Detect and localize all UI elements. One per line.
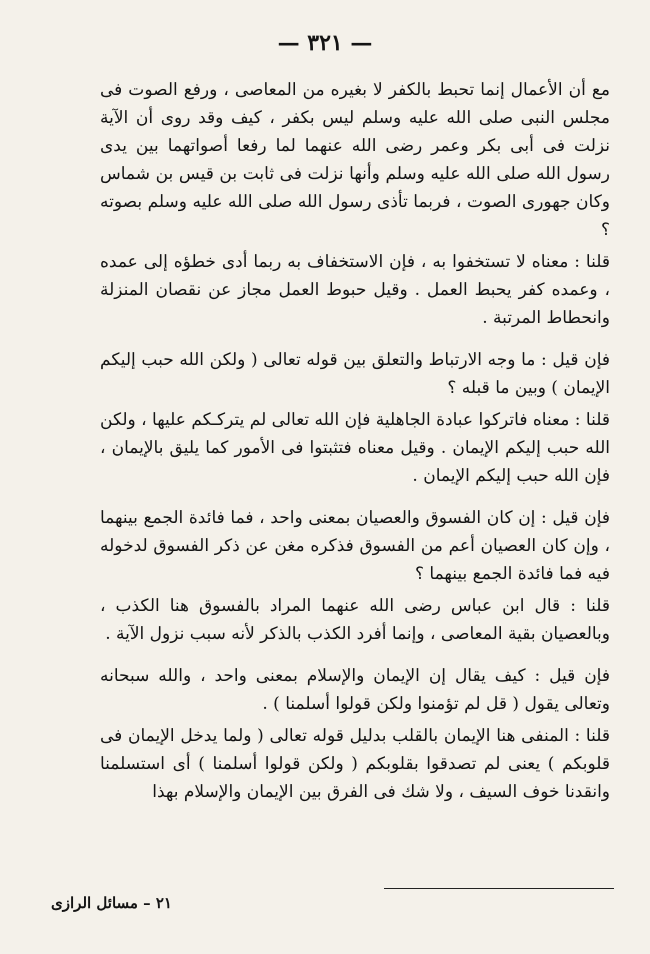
footer-divider	[384, 888, 614, 889]
paragraph-objection-fusuq-isyan: فإن قيل : إن كان الفسوق والعصيان بمعنى واحد ، فما فائدة الجمع بينهما ، وإن كان العصيان أعم من الفسوق فذكره مغن عن ذكر الفسوق لدخوله فيه فما فائدة الجمع بينهما ؟	[100, 508, 610, 584]
paragraph-objection-iman-islam: فإن قيل : كيف يقال إن الإيمان والإسلام بمعنى واحد ، والله سبحانه وتعالى يقول ( قل لم تؤمنوا ولكن قولوا أسلمنا ) .	[100, 666, 610, 714]
paragraph-answer-iman-islam: قلنا : المنفى هنا الإيمان بالقلب بدليل قوله تعالى ( ولما يدخل الإيمان فى قلوبكم ) يعنى لم تصدقوا بقلوبكم ( ولكن قولوا أسلمنا ) أى استسلمنا وانقدنا خوف السيف ، ولا شك فى الفرق بين الإيمان والإسلام بهذا	[100, 726, 610, 802]
paragraph-objection-raising-voice: مع أن الأعمال إنما تحبط بالكفر لا بغيره من المعاصى ، ورفع الصوت فى مجلس النبى صلى الله عليه وسلم ليس بكفر ، كيف وقد روى أن الآية نزلت فى أبى بكر وعمر رضى الله عنهما لما رفعا أصواتهما بين يدى رسول الله صلى الله عليه وسلم وأنها نزلت فى ثابت بن قيس بن شماس وكان جهورى الصوت ، فربما تأذى رسول الله صلى الله عليه وسلم بصوته ؟	[100, 80, 610, 240]
paragraph-answer-connection: قلنا : معناه فاتركوا عبادة الجاهلية فإن الله تعالى لم يتركـكم عليها ، ولكن الله حبب إليكم الإيمان . وقيل معناه فتثبتوا فى الأمور كما يليق بالإيمان ، فإن الله حبب إليكم الإيمان .	[100, 410, 610, 486]
page-number: — ٣٢١ —	[277, 30, 373, 56]
paragraph-answer-raising-voice: قلنا : معناه لا تستخفوا به ، فإن الاستخفاف به ربما أدى خطؤه إلى عمده ، وعمده كفر يحبط العمل . وقيل حبوط العمل مجاز عن نقصان المنزلة وانحطاط المرتبة .	[100, 252, 610, 328]
paragraph-objection-connection: فإن قيل : ما وجه الارتباط والتعلق بين قوله تعالى ( ولكن الله حبب إليكم الإيمان ) وبين ما قبله ؟	[100, 350, 610, 398]
footer-signature: ٢١ – مسائل الرازى	[51, 894, 172, 912]
body-text	[100, 76, 610, 806]
paragraph-answer-fusuq-isyan: قلنا : قال ابن عباس رضى الله عنهما المراد بالفسوق هنا الكذب ، وبالعصيان بقية المعاصى ، وإنما أفرد الكذب بالذكر لأنه سبب نزول الآية .	[100, 596, 610, 644]
